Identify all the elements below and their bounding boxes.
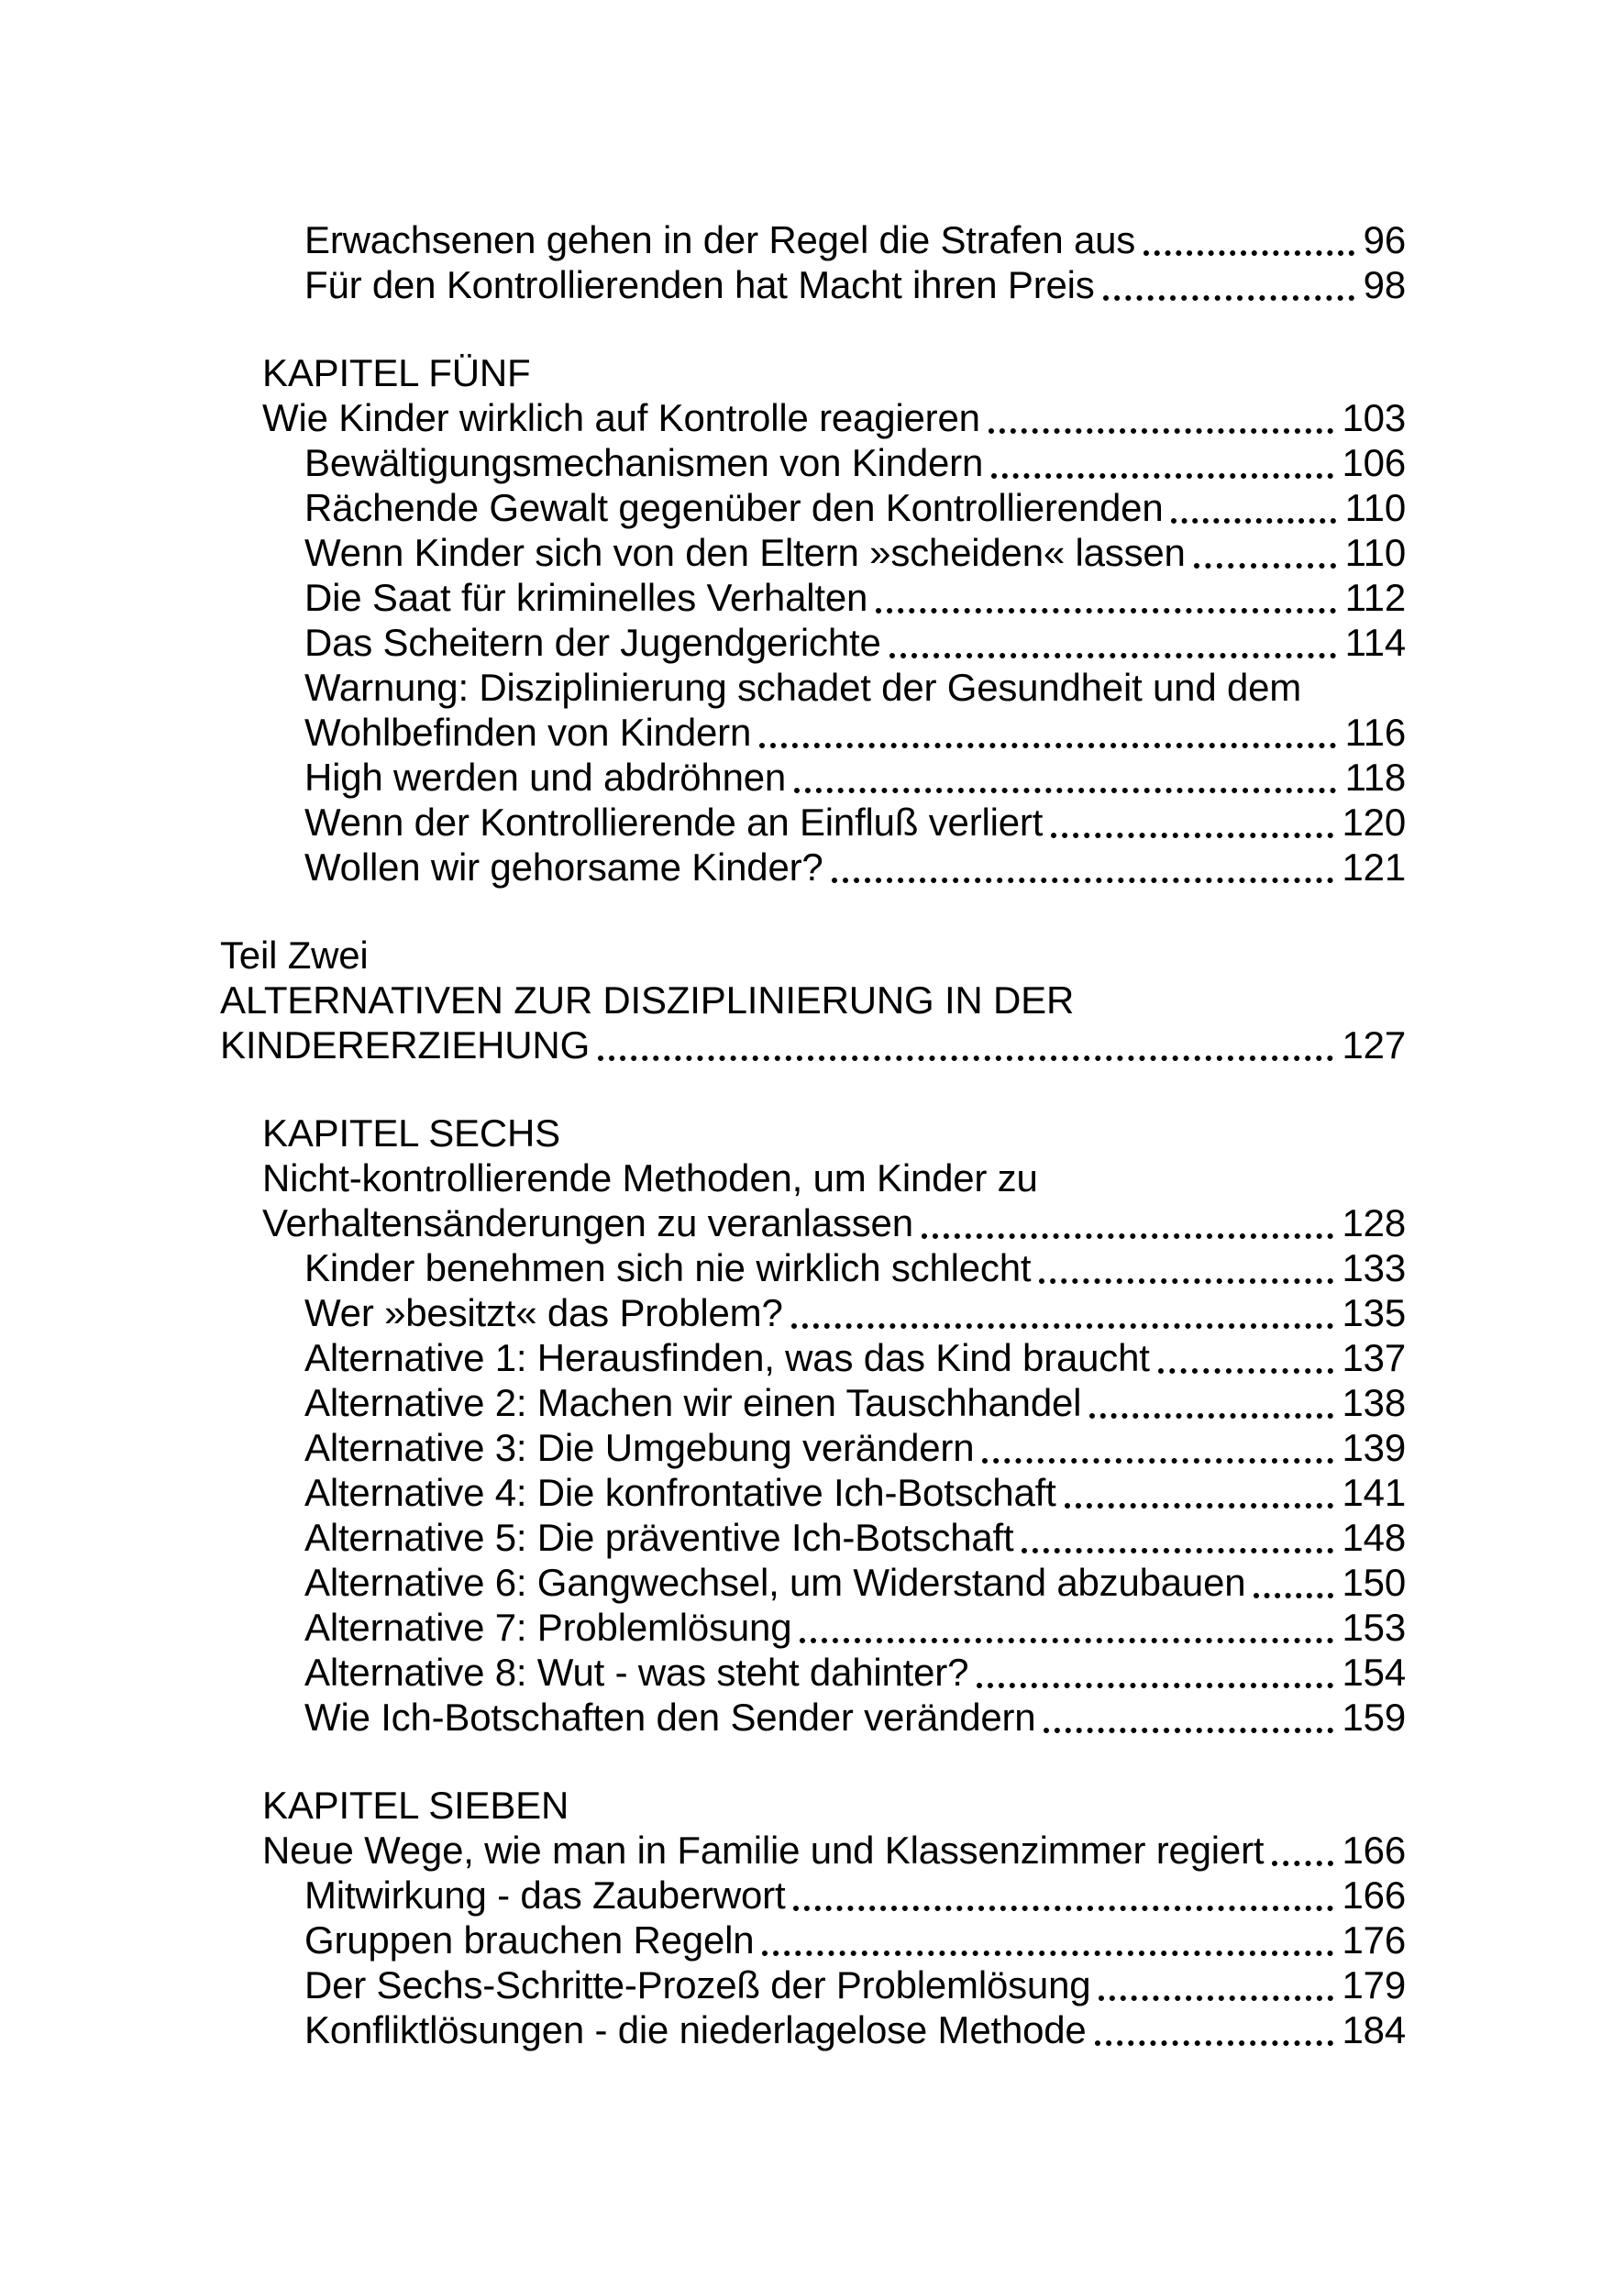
toc-line bbox=[220, 620, 1406, 665]
toc-entry-text: Wenn der Kontrollierende an Einfluß verliert bbox=[304, 801, 1044, 844]
page-number: 118 bbox=[1344, 756, 1406, 799]
page-number: 141 bbox=[1342, 1471, 1406, 1514]
toc-line bbox=[220, 665, 1406, 710]
toc-line bbox=[220, 1515, 1406, 1560]
toc-entry-text: Verhaltensänderungen zu veranlassen bbox=[262, 1201, 913, 1244]
dot-leader bbox=[1272, 1861, 1332, 1866]
dot-leader bbox=[1171, 518, 1335, 524]
page-number: 184 bbox=[1342, 2008, 1406, 2051]
toc-entry-text: Erwachsenen gehen in der Regel die Strafen aus bbox=[304, 218, 1136, 261]
dot-leader bbox=[1103, 295, 1354, 301]
toc-entry-text: Das Scheitern der Jugendgerichte bbox=[304, 621, 881, 664]
page-number: 127 bbox=[1342, 1023, 1406, 1067]
toc-block-kapitel-fuenf bbox=[220, 350, 1406, 890]
toc-entry-text: Nicht-kontrollierende Methoden, um Kinder zu bbox=[262, 1156, 1038, 1199]
toc-entry-text: Wie Ich-Botschaften den Sender verändern bbox=[304, 1696, 1036, 1739]
toc-entry-text: Alternative 1: Herausfinden, was das Kind braucht bbox=[304, 1336, 1150, 1379]
page-number: 137 bbox=[1342, 1336, 1406, 1379]
page-number: 128 bbox=[1342, 1201, 1406, 1244]
toc-line bbox=[220, 1290, 1406, 1335]
page-number: 138 bbox=[1342, 1381, 1406, 1424]
page-number: 116 bbox=[1344, 711, 1406, 754]
toc-entry-text: Alternative 5: Die präventive Ich-Botschaft bbox=[304, 1516, 1014, 1559]
page-number: 98 bbox=[1363, 263, 1406, 306]
toc-entry-text: Alternative 7: Problemlösung bbox=[304, 1606, 792, 1649]
toc bbox=[220, 217, 1406, 2052]
toc-entry-text: Alternative 8: Wut - was steht dahinter? bbox=[304, 1651, 969, 1694]
toc-line bbox=[220, 350, 1406, 395]
page-number: 120 bbox=[1342, 801, 1406, 844]
toc-entry-text: Teil Zwei bbox=[220, 934, 369, 977]
toc-entry-text: Neue Wege, wie man in Familie und Klassenzimmer regiert bbox=[262, 1829, 1265, 1872]
toc-entry-text: Alternative 6: Gangwechsel, um Widerstand abzubauen bbox=[304, 1561, 1246, 1604]
dot-leader bbox=[759, 743, 1336, 748]
toc-entry-text: Alternative 2: Machen wir einen Tauschhandel bbox=[304, 1381, 1082, 1424]
toc-line bbox=[220, 1470, 1406, 1515]
toc-line bbox=[220, 1560, 1406, 1605]
toc-line bbox=[220, 978, 1406, 1022]
toc-line bbox=[220, 1425, 1406, 1470]
toc-line bbox=[220, 755, 1406, 800]
dot-leader bbox=[1044, 1728, 1332, 1733]
toc-line bbox=[220, 2007, 1406, 2052]
toc-entry-text: KAPITEL FÜNF bbox=[262, 351, 531, 394]
dot-leader bbox=[977, 1683, 1332, 1688]
toc-line bbox=[220, 1828, 1406, 1873]
toc-block-kapitel-sechs bbox=[220, 1111, 1406, 1740]
toc-entry-text: Kinder benehmen sich nie wirklich schlecht bbox=[304, 1246, 1032, 1289]
toc-entry-text: KAPITEL SIEBEN bbox=[262, 1784, 569, 1827]
toc-line bbox=[220, 1695, 1406, 1740]
dot-leader bbox=[1039, 1278, 1332, 1284]
toc-line bbox=[220, 1650, 1406, 1695]
dot-leader bbox=[598, 1056, 1332, 1061]
toc-entry-text: Wer »besitzt« das Problem? bbox=[304, 1291, 783, 1334]
dot-leader bbox=[800, 1638, 1332, 1643]
page-number: 153 bbox=[1342, 1606, 1406, 1649]
page-number: 96 bbox=[1363, 218, 1406, 261]
toc-line bbox=[220, 845, 1406, 890]
toc-line bbox=[220, 530, 1406, 575]
toc-entry-text: Alternative 4: Die konfrontative Ich-Botschaft bbox=[304, 1471, 1056, 1514]
page-number: 103 bbox=[1342, 396, 1406, 439]
toc-line bbox=[220, 1155, 1406, 1200]
dot-leader bbox=[889, 653, 1336, 658]
page-number: 179 bbox=[1342, 1963, 1406, 2006]
toc-line bbox=[220, 800, 1406, 845]
toc-line bbox=[220, 1918, 1406, 1962]
toc-line bbox=[220, 1783, 1406, 1828]
page-number: 166 bbox=[1342, 1829, 1406, 1872]
page-number: 106 bbox=[1342, 441, 1406, 484]
dot-leader bbox=[791, 1323, 1333, 1329]
dot-leader bbox=[793, 1906, 1332, 1911]
toc-entry-text: ALTERNATIVEN ZUR DISZIPLINIERUNG IN DER bbox=[220, 978, 1075, 1022]
page-number: 154 bbox=[1342, 1651, 1406, 1694]
dot-leader bbox=[922, 1233, 1333, 1239]
dot-leader bbox=[832, 878, 1333, 883]
dot-leader bbox=[876, 608, 1335, 613]
dot-leader bbox=[982, 1458, 1332, 1464]
dot-leader bbox=[989, 428, 1333, 434]
dot-leader bbox=[1095, 2040, 1333, 2046]
toc-entry-text: Alternative 3: Die Umgebung verändern bbox=[304, 1426, 975, 1469]
toc-line bbox=[220, 1962, 1406, 2007]
toc-entry-text: Für den Kontrollierenden hat Macht ihren Preis bbox=[304, 263, 1095, 306]
toc-entry-text: Bewältigungsmechanismen von Kindern bbox=[304, 441, 984, 484]
toc-block-kapitel-sieben bbox=[220, 1783, 1406, 2052]
toc-line bbox=[220, 575, 1406, 620]
page-number: 159 bbox=[1342, 1696, 1406, 1739]
dot-leader bbox=[1099, 1995, 1332, 2001]
toc-line bbox=[220, 1111, 1406, 1155]
dot-leader bbox=[991, 473, 1332, 479]
dot-leader bbox=[1089, 1413, 1332, 1419]
toc-line bbox=[220, 1022, 1406, 1067]
toc-entry-text: High werden und abdröhnen bbox=[304, 756, 787, 799]
toc-entry-text: Wollen wir gehorsame Kinder? bbox=[304, 846, 823, 889]
toc-entry-text: Wenn Kinder sich von den Eltern »scheiden« lassen bbox=[304, 531, 1186, 574]
toc-entry-text: Konfliktlösungen - die niederlagelose Methode bbox=[304, 2008, 1087, 2051]
toc-block-kapitel-vier-fortsetzung bbox=[220, 217, 1406, 307]
toc-line bbox=[220, 262, 1406, 307]
dot-leader bbox=[1254, 1593, 1332, 1598]
toc-line bbox=[220, 1873, 1406, 1918]
toc-entry-text: KAPITEL SECHS bbox=[262, 1111, 560, 1155]
toc-line bbox=[220, 395, 1406, 440]
toc-line bbox=[220, 1605, 1406, 1650]
dot-leader bbox=[794, 788, 1336, 793]
page-number: 110 bbox=[1344, 531, 1406, 574]
toc-line bbox=[220, 710, 1406, 755]
toc-line bbox=[220, 217, 1406, 262]
toc-line bbox=[220, 1380, 1406, 1425]
page-number: 150 bbox=[1342, 1561, 1406, 1604]
page-number: 176 bbox=[1342, 1918, 1406, 1962]
dot-leader bbox=[1143, 250, 1354, 256]
toc-line bbox=[220, 933, 1406, 978]
dot-leader bbox=[762, 1951, 1332, 1956]
page-number: 110 bbox=[1344, 486, 1406, 529]
page-number: 121 bbox=[1342, 846, 1406, 889]
toc-line bbox=[220, 485, 1406, 530]
toc-entry-text: Warnung: Disziplinierung schadet der Gesundheit und dem bbox=[304, 666, 1302, 709]
page-number: 133 bbox=[1342, 1246, 1406, 1289]
page-number: 114 bbox=[1344, 621, 1406, 664]
dot-leader bbox=[1194, 563, 1336, 569]
toc-entry-text: Mitwirkung - das Zauberwort bbox=[304, 1874, 786, 1917]
page-number: 135 bbox=[1342, 1291, 1406, 1334]
toc-line bbox=[220, 1200, 1406, 1245]
toc-entry-text: KINDERERZIEHUNG bbox=[220, 1023, 591, 1067]
toc-entry-text: Der Sechs-Schritte-Prozeß der Problemlösung bbox=[304, 1963, 1091, 2006]
page-number: 139 bbox=[1342, 1426, 1406, 1469]
toc-line bbox=[220, 440, 1406, 485]
dot-leader bbox=[1051, 833, 1332, 838]
dot-leader bbox=[1158, 1368, 1333, 1374]
toc-entry-text: Gruppen brauchen Regeln bbox=[304, 1918, 755, 1962]
dot-leader bbox=[1022, 1548, 1332, 1553]
toc-block-teil-zwei bbox=[220, 933, 1406, 1067]
toc-entry-text: Wohlbefinden von Kindern bbox=[304, 711, 752, 754]
toc-line bbox=[220, 1335, 1406, 1380]
toc-entry-text: Wie Kinder wirklich auf Kontrolle reagieren bbox=[262, 396, 980, 439]
page-number: 148 bbox=[1342, 1516, 1406, 1559]
page-number: 166 bbox=[1342, 1874, 1406, 1917]
toc-entry-text: Rächende Gewalt gegenüber den Kontrollierenden bbox=[304, 486, 1164, 529]
toc-line bbox=[220, 1245, 1406, 1290]
page-number: 112 bbox=[1344, 576, 1406, 619]
toc-entry-text: Die Saat für kriminelles Verhalten bbox=[304, 576, 868, 619]
dot-leader bbox=[1065, 1503, 1333, 1509]
